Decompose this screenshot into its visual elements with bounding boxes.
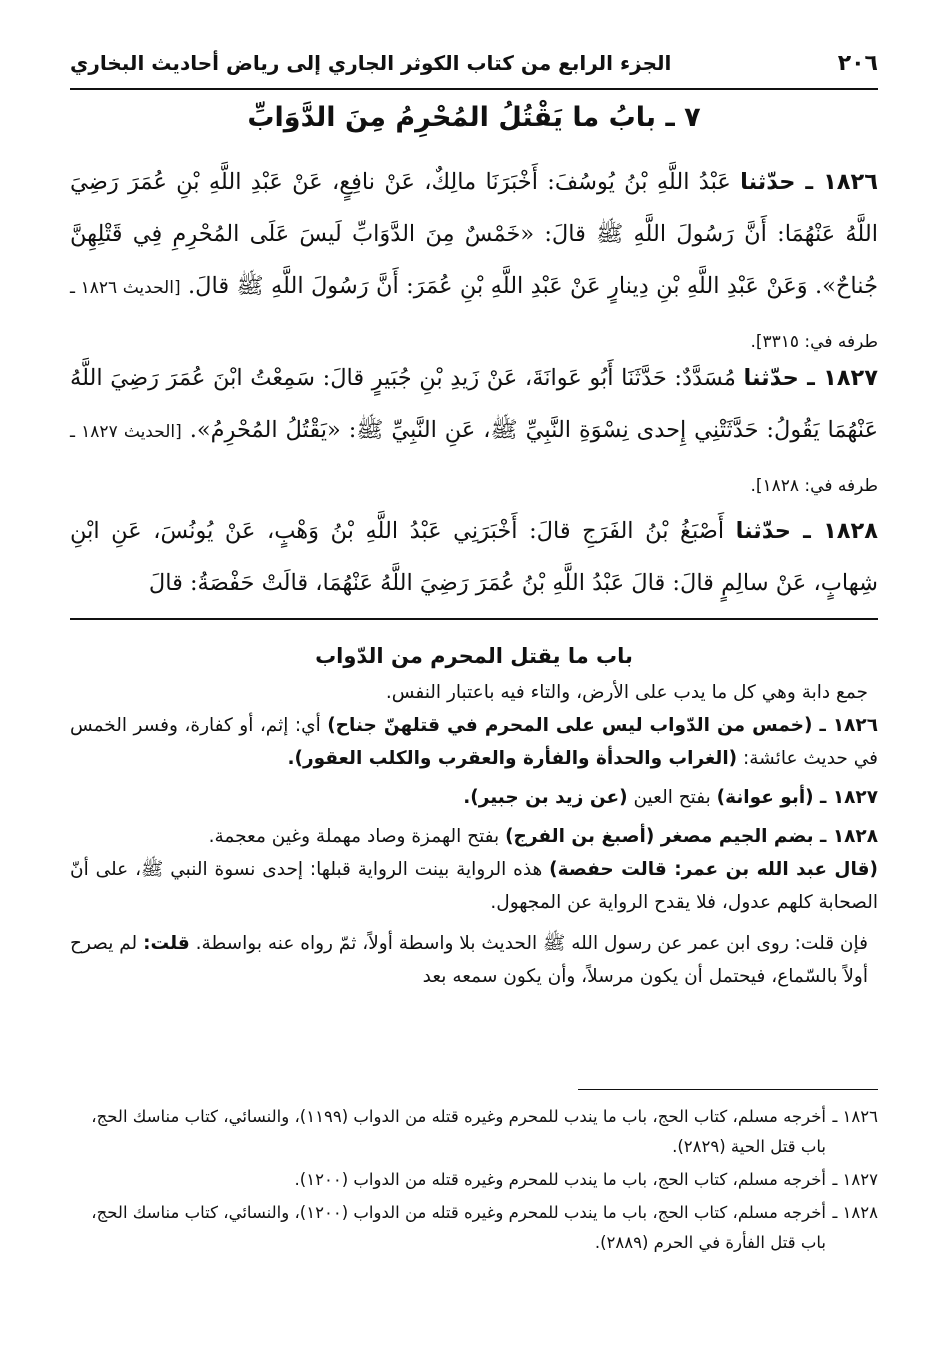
hadith-number: ١٨٢٦ ـ حدّثنا [740,169,879,195]
footnote-1826: ١٨٢٦ ـأخرجه مسلم، كتاب الحج، باب ما يندب للمحرم وغيره قتله من الدواب (١١٩٩)، والنسائي، كتاب مناسك الحج، باب قتل الحية (٢٨٢٩). [91,1107,878,1156]
hadith-1826 [70,156,878,368]
chapter-title: ٧ ـ بابُ ما يَقْتُلُ المُحْرِمُ مِنَ الدَّوَابِّ [247,102,701,133]
footnotes [70,1102,878,1261]
footnote-divider [578,1089,878,1090]
footnote-1828: ١٨٢٨ ـأخرجه مسلم، كتاب الحج، باب ما يندب للمحرم وغيره قتله من الدواب (١٢٠٠)، والنسائي، كتاب مناسك الحج، باب قتل الفأرة في الحرم (٢٨٨٩). [91,1203,878,1252]
commentary-hafsa: (قال عبد الله بن عمر: قالت حفصة) هذه الرواية بينت الرواية قبلها: إحدى نسوة النبي ﷺ، على أنّ الصحابة كلهم عدول، فلا يقدح الرواية عن المجهول. [70,859,878,913]
hadith-text: أَصْبَغُ بْنُ الفَرَجِ قالَ: أَخْبَرَنِي عَبْدُ اللَّهِ بْنُ وَهْبٍ، عَنْ يُونُسَ، عَنِ ابْنِ شِهابٍ، عَنْ سالِمٍ قالَ: قالَ عَبْدُ اللَّهِ بْنُ عُمَرَ رَضِيَ اللَّهُ عَنْهُمَا، قالَتْ حَفْصَةُ: قالَ [70,518,878,596]
commentary-question: فإن قلت: روى ابن عمر عن رسول الله ﷺ الحديث بلا واسطة أولاً، ثمّ رواه عنه بواسطة. قلت: لم يصرح أولاً بالسّماع، فيحتمل أن يكون مرسلاً، وأن يكون سمعه بعد [70,933,868,987]
hadith-text: مُسَدَّدٌ: حَدَّثَنَا أَبُو عَوانَةَ، عَنْ زَيدِ بْنِ جُبَيرٍ قالَ: سَمِعْتُ ابْنَ عُمَرَ رَضِيَ اللَّهُ عَنْهُمَا يَقُولُ: حَدَّثَتْنِي إِحدى نِسْوَةِ النَّبِيِّ ﷺ، عَنِ النَّبِيِّ ﷺ: «يَقْتُلُ المُحْرِمُ». [70,365,878,443]
commentary-1828: ١٨٢٨ ـ بضم الجيم مصغر (أصبغ بن الفرج) بفتح الهمزة وصاد مهملة وغين معجمة. [208,826,878,847]
hadith-reference: [الحديث ١٨٢٦ ـ طرفه في: ٣٣١٥]. [70,278,878,352]
running-title: الجزء الرابع من كتاب الكوثر الجاري إلى رياض أحاديث البخاري [70,51,672,75]
hadith-1828 [70,505,878,609]
hadith-reference: [الحديث ١٨٢٧ ـ طرفه في: ١٨٢٨]. [70,422,878,496]
footnote-1827: ١٨٢٧ ـأخرجه مسلم، كتاب الحج، باب ما يندب للمحرم وغيره قتله من الدواب (١٢٠٠). [294,1170,878,1189]
page-header [70,38,878,90]
commentary-intro: جمع دابة وهي كل ما يدب على الأرض، والتاء فيه باعتبار النفس. [385,682,868,703]
page-number: ٢٠٦ [837,50,878,76]
hadith-text: عَبْدُ اللَّهِ بْنُ يُوسُفَ: أَخْبَرَنَا مالِكٌ، عَنْ نافِعٍ، عَنْ عَبْدِ اللَّهِ بْنِ عُمَرَ رَضِيَ اللَّهُ عَنْهُمَا: أَنَّ رَسُولَ اللَّهِ ﷺ قالَ: «خَمْسٌ مِنَ الدَّوَابِّ لَيسَ عَلَى المُحْرِمِ فِي قَتْلِهِنَّ جُناحٌ». وَعَنْ عَبْدِ اللَّهِ بْنِ دِينارٍ عَنْ عَبْدِ اللَّهِ بْنِ عُمَرَ: أَنَّ رَسُولَ اللَّهِ ﷺ قالَ. [70,169,878,299]
commentary-title: باب ما يقتل المحرم من الدّواب [315,644,633,668]
section-divider [70,618,878,620]
hadith-number: ١٨٢٧ ـ حدّثنا [743,365,879,391]
commentary-1827: ١٨٢٧ ـ (أبو عوانة) بفتح العين (عن زيد بن جبير). [463,787,878,808]
commentary [70,636,878,993]
hadith-number: ١٨٢٨ ـ حدّثنا [735,518,878,544]
commentary-1826: ١٨٢٦ ـ (خمس من الدّواب ليس على المحرم في قتلهنّ جناح) أي: إثم، أو كفارة، وفسر الخمس في حديث عائشة: (الغراب والحدأة والفأرة والعقرب والكلب العقور). [70,715,878,769]
hadith-1827 [70,352,878,512]
